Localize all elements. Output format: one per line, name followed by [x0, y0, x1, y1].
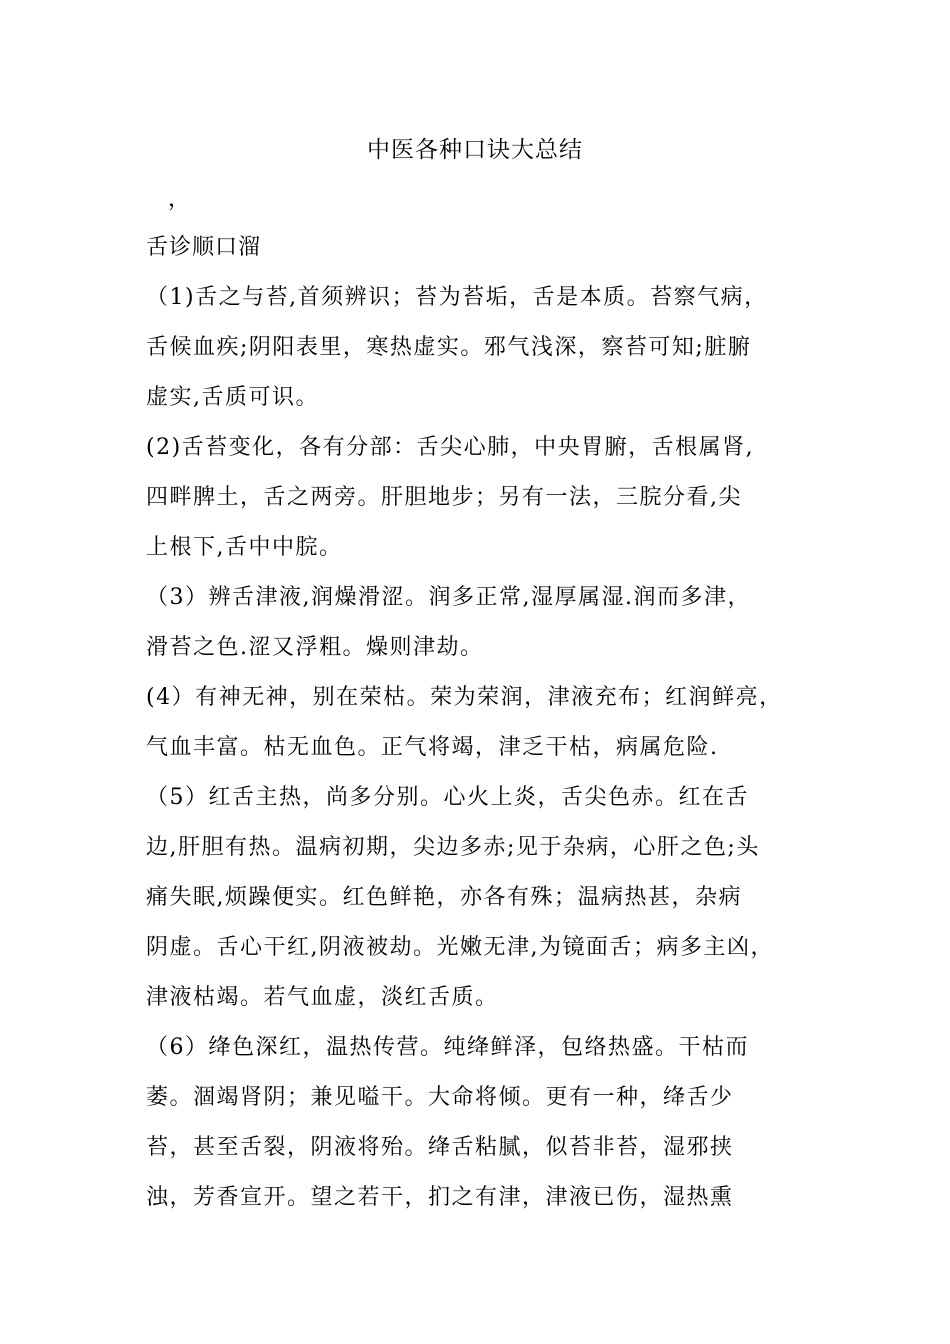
text-line: 滑苔之色.涩又浮粗。燥则津劫。: [146, 635, 484, 660]
text-line: （1)舌之与苔,首须辨识；苔为苔垢，舌是本质。苔察气病，: [146, 285, 768, 310]
text-line: 苔，甚至舌裂，阴液将殆。绛舌粘腻，似苔非苔，湿邪挟: [146, 1135, 734, 1160]
text-line: 痛失眠,烦躁便实。红色鲜艳，亦各有殊；温病热甚，杂病: [146, 885, 742, 910]
section-heading: 舌诊顺口溜: [146, 235, 262, 260]
text-line: （3）辨舌津液,润燥滑涩。润多正常,湿厚属湿.润而多津，: [146, 585, 751, 610]
text-line: （5）红舌主热，尚多分别。心火上炎，舌尖色赤。红在舌: [146, 785, 749, 810]
text-line: 萎。涸竭肾阴；兼见嗌干。大命将倾。更有一种，绛舌少: [146, 1085, 734, 1110]
text-line: (2)舌苔变化，各有分部：舌尖心肺，中央胃腑，舌根属肾,: [146, 435, 755, 460]
text-line: 舌候血疾;阴阳表里，寒热虚实。邪气浅深，察苔可知;脏腑: [146, 335, 752, 360]
text-line: 气血丰富。枯无血色。正气将竭，津乏干枯，病属危险.: [146, 735, 719, 760]
document-title: 中医各种口诀大总结: [367, 137, 583, 163]
text-line: 浊，芳香宣开。望之若干，扪之有津，津液已伤，湿热熏: [146, 1185, 734, 1210]
text-line: 边,肝胆有热。温病初期，尖边多赤;见于杂病，心肝之色;头: [146, 835, 760, 860]
text-line: 阴虚。舌心干红,阴液被劫。光嫩无津,为镜面舌；病多主凶，: [146, 935, 774, 960]
stray-comma: ，: [168, 187, 191, 212]
text-line: （6）绛色深红，温热传营。纯绛鲜泽，包络热盛。干枯而: [146, 1035, 749, 1060]
text-line: 四畔脾土，舌之两旁。肝胆地步；另有一法，三脘分看,尖: [146, 485, 742, 510]
text-line: 虚实,舌质可识。: [146, 385, 319, 410]
text-line: 上根下,舌中中脘。: [146, 535, 343, 560]
text-line: 津液枯竭。若气血虚，淡红舌质。: [146, 985, 499, 1010]
text-line: (4）有神无神，别在荣枯。荣为荣润，津液充布；红润鲜亮，: [146, 685, 783, 710]
